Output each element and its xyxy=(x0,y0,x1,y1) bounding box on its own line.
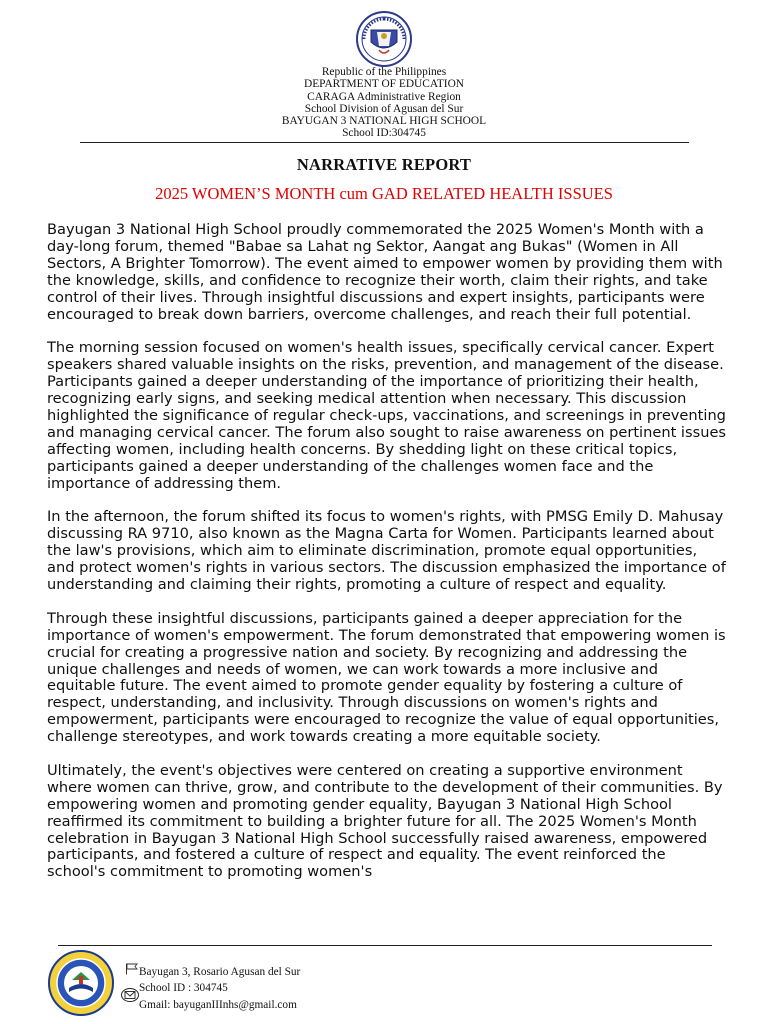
paragraph-introduction: Bayugan 3 National High School proudly commemorated the 2025 Women's Month with a day-long forum, themed "Babae sa Lahat ng Sektor, Aangat ang Bukas" (Women in All Sectors, A Brighter Tomorrow). The event aimed to empower women by providing them with the knowledge, skills, and confidence to recognize their worth, claim their rights, and take control of their lives. Through insightful discussions and expert insights, participants were encouraged to break down barriers, overcome challenges, and reach their full potential. xyxy=(47,221,723,323)
paragraph-afternoon-session: In the afternoon, the forum shifted its focus to women's rights, with PMSG Emily D. Mahusay discussing RA 9710, also known as the Magna Carta for Women. Participants learned about the law's provisions, which aim to eliminate discrimination, promote equal opportunities, and protect women's rights in various sectors. The discussion emphasized the importance of understanding and claiming their rights, promoting a culture of respect and equality. xyxy=(47,508,726,593)
flag-icon xyxy=(125,963,139,975)
footer-email: Gmail: bayuganIIInhs@gmail.com xyxy=(139,999,297,1011)
footer-address: Bayugan 3, Rosario Agusan del Sur xyxy=(139,966,301,978)
envelope-icon xyxy=(121,988,139,1002)
deped-seal-icon xyxy=(349,10,419,68)
report-title: NARRATIVE REPORT xyxy=(296,155,472,174)
footer-divider xyxy=(58,945,712,946)
letterhead-line-division: School Division of Agusan del Sur xyxy=(304,102,464,115)
report-subtitle: 2025 WOMEN’S MONTH cum GAD RELATED HEALTH ISSUES xyxy=(155,184,613,203)
school-logo-icon xyxy=(48,950,114,1016)
footer-school-id: School ID : 304745 xyxy=(139,982,228,994)
letterhead-line-region: CARAGA Administrative Region xyxy=(307,90,461,103)
paragraph-morning-session: The morning session focused on women's health issues, specifically cervical cancer. Expert speakers shared valuable insights on the risks, prevention, and management of the disease. Participants gained a deeper understanding of the importance of prioritizing their health, recognizing early signs, and seeking medical attention when necessary. This discussion highlighted the significance of regular check-ups, vaccinations, and screenings in preventing and managing cervical cancer. The forum also sought to raise awareness on pertinent issues affecting women, including health concerns. By shedding light on these critical topics, participants gained a deeper understanding of the challenges women face and the importance of addressing them. xyxy=(47,339,727,492)
letterhead xyxy=(0,66,768,140)
header-divider xyxy=(80,142,689,143)
paragraph-empowerment: Through these insightful discussions, participants gained a deeper appreciation for the importance of women's empowerment. The forum demonstrated that empowering women is crucial for creating a progressive nation and society. By recognizing and addressing the unique challenges and needs of women, we can work towards a more inclusive and equitable future. The event aimed to promote gender equality by fostering a culture of respect, understanding, and inclusivity. Through discussions on women's rights and empowerment, participants were encouraged to recognize the value of equal opportunities, challenge stereotypes, and work towards creating a more equitable society. xyxy=(47,609,726,746)
letterhead-line-school-id: School ID:304745 xyxy=(342,127,426,140)
letterhead-line-school: BAYUGAN 3 NATIONAL HIGH SCHOOL xyxy=(281,115,487,128)
report-body xyxy=(47,222,727,898)
letterhead-line-country: Republic of the Philippines xyxy=(321,66,447,78)
letterhead-line-department: DEPARTMENT OF EDUCATION xyxy=(303,78,465,91)
paragraph-conclusion: Ultimately, the event's objectives were centered on creating a supportive environment where women can thrive, grow, and contribute to the development of their communities. By empowering women and promoting gender equality, Bayugan 3 National High School reaffirmed its commitment to building a brighter future for all. The 2025 Women's Month celebration in Bayugan 3 National High School successfully raised awareness, empowered participants, and fostered a culture of respect and equality. The event reinforced the school's commitment to promoting women's xyxy=(47,761,723,881)
